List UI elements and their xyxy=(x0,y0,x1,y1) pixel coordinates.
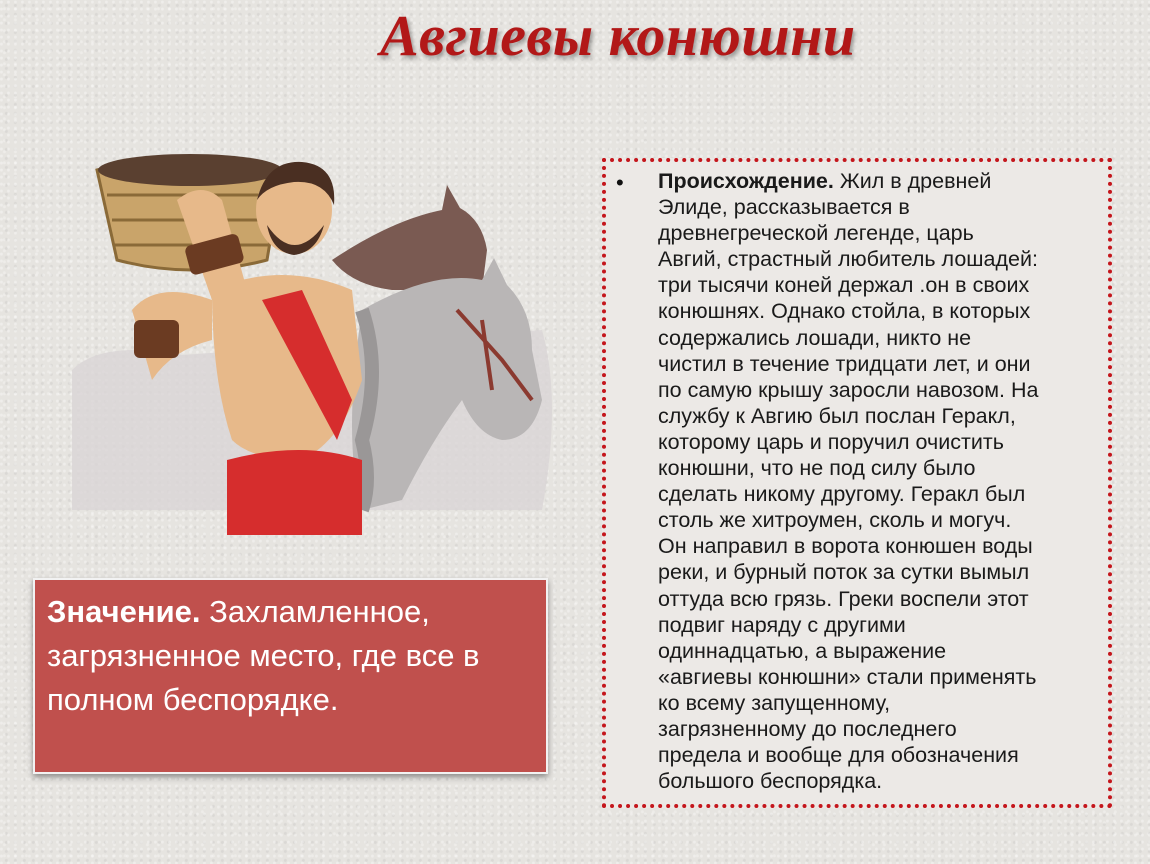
bullet-icon: • xyxy=(616,170,624,195)
origin-box xyxy=(602,158,1112,808)
origin-line: оттуда всю грязь. Греки воспели этот xyxy=(658,586,1029,611)
origin-line: Происхождение. Жил в древней xyxy=(658,169,992,193)
origin-line: конюшни, что не под силу было xyxy=(658,456,976,481)
slide-title: Авгиевы конюшни xyxy=(380,3,856,68)
origin-line: по самую крышу заросли навозом. На xyxy=(658,377,1039,402)
origin-label: Происхождение. xyxy=(658,169,834,193)
origin-line: предела и вообще для обозначения xyxy=(658,743,1019,768)
back-horse xyxy=(332,185,487,290)
arm-band xyxy=(134,320,179,358)
origin-text xyxy=(658,168,1102,794)
origin-line: ко всему запущенному, xyxy=(658,690,891,715)
meaning-text: Захламленное, загрязненное место, где все в полном беспорядке. xyxy=(47,594,480,717)
meaning-label: Значение. xyxy=(47,594,201,629)
origin-line: большого беспорядка. xyxy=(658,769,883,794)
origin-line: древнегреческой легенде, царь xyxy=(658,221,974,246)
origin-line: подвиг наряду с другими xyxy=(658,612,906,637)
horse-mane xyxy=(362,310,372,510)
origin-line: загрязненному до последнего xyxy=(658,716,957,741)
origin-line: три тысячи коней держал .он в своих xyxy=(658,273,1030,298)
origin-line: Элиде, рассказывается в xyxy=(658,195,910,220)
meaning-box xyxy=(33,578,548,774)
origin-line: службу к Авгию был послан Геракл, xyxy=(658,403,1016,428)
origin-line: чистил в течение тридцати лет, и они xyxy=(658,351,1031,376)
origin-line: «авгиевы конюшни» стали применять xyxy=(658,664,1037,689)
origin-line: реки, и бурный поток за сутки вымыл xyxy=(658,560,1030,585)
red-cloth-skirt xyxy=(227,450,362,535)
origin-line: столь же хитроумен, сколь и могуч. xyxy=(658,508,1012,533)
origin-line: Он направил в ворота конюшен воды xyxy=(658,534,1033,559)
origin-line: которому царь и поручил очистить xyxy=(658,429,1004,454)
origin-line: сделать никому другому. Геракл был xyxy=(658,482,1026,507)
origin-line: Авгий, страстный любитель лошадей: xyxy=(658,247,1038,272)
hercules-illustration xyxy=(62,140,562,550)
basket-rim xyxy=(98,154,282,186)
origin-line: одиннадцатью, а выражение xyxy=(658,638,947,663)
origin-line: содержались лошади, никто не xyxy=(658,325,972,350)
origin-line: конюшнях. Однако стойла, в которых xyxy=(658,299,1031,324)
